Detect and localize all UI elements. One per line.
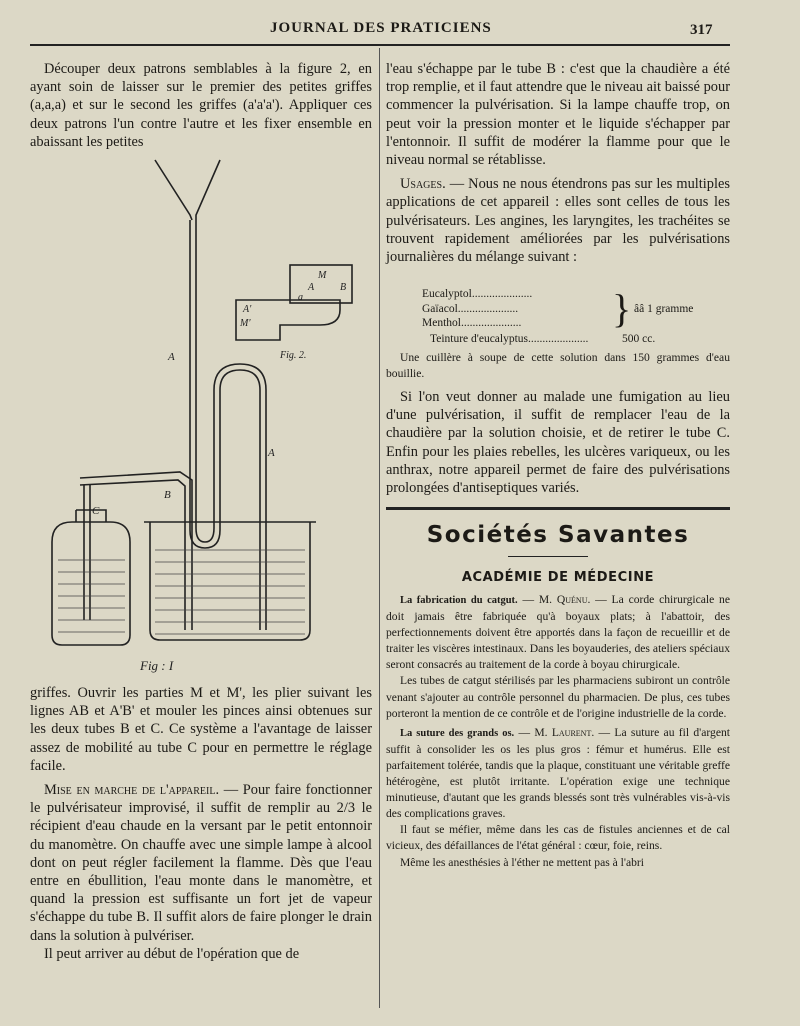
running-header-title: JOURNAL DES PRATICIENS [270, 20, 492, 36]
section-rule [386, 507, 730, 510]
manometer-tube [190, 220, 266, 630]
label-fig2: Fig. 2. [280, 350, 307, 361]
formula-note: Une cuillère à soupe de cette solution dans 150 grammes d'eau bouillie. [386, 351, 730, 381]
spray-apparatus-figure [40, 150, 370, 680]
formula-item-2: Gaïacol..................... [422, 302, 519, 315]
formula-dose: ââ 1 gramme [634, 303, 694, 315]
label-fig1: Fig : I [140, 658, 174, 673]
fumigation-block [386, 388, 730, 497]
left-intro [30, 60, 372, 151]
suture-heading: La suture des grands os. [400, 727, 515, 739]
tube-c [84, 485, 90, 620]
page-number: 317 [690, 22, 713, 38]
label-a-left: A [168, 351, 175, 363]
suture-paragraph-2: Il faut se méfier, même dans les cas de fistules anciennes et de cal vicieux, des défaillances de l'état général : cœur, foie, reins. [386, 823, 730, 853]
mise-en-marche-paragraph [30, 781, 372, 945]
label-a-prime: A' [243, 304, 252, 315]
mise-en-marche-text: — Pour faire fonctionner le pulvérisateur improvisé, il suffit de remplir au 2/3 le récipient d'eau chaude en la versant par le petit entonnoir du manomètre. On chauffe avec une simple lampe à alcool dont on peut régler facilement la flamme. Dès que l'eau entre en ébullition, l'eau monte dans le manomètre, et quand la pression est suffisante un fort jet de vapeur s'échappe du tube B. Il suffit alors de faire plonger le drain dans la solution à pulvériser. [30, 782, 372, 944]
usages-paragraph [386, 175, 730, 266]
prescription-formula [422, 288, 722, 348]
label-b: B [164, 489, 171, 501]
bottle [52, 510, 130, 645]
suture-author: Laurent [551, 725, 592, 739]
formula-note-block [386, 350, 730, 382]
formula-item-3: Menthol..................... [422, 317, 522, 329]
continuation-paragraph: l'eau s'échappe par le tube B : c'est que la chaudière a été trop remplie, et il faut attendre que le niveau ait baissé pour commencer la pulvérisation. Si la lampe chauffe trop, on peut voir la pression monter et le liquide s'échapper par l'entonnoir. Il suffit de modérer la flamme pour que le niveau normal se rétablisse. [386, 61, 730, 169]
catgut-author: Quénu [556, 593, 588, 606]
intro-paragraph: Découper deux patrons semblables à la figure 2, en ayant soin de laisser sur le premier des petites griffes (a,a,a) et sur le second les griffes (a'a'a'). Appliquer ces deux patrons l'un contre l'autre et les fixer ensemble en abaissant les petites [30, 61, 372, 150]
mise-en-marche-heading: Mise en marche de l'appareil. [44, 782, 220, 799]
fumigation-paragraph: Si l'on veut donner au malade une fumigation au lieu d'une pulvérisation, il suffit de remplacer l'eau de la chaudière par la solution choisie, et de retirer le tube C. Enfin pour les plaies rebelles, les ulcères variqueux, ou les anthrax, notre appareil permet de faire des pulvérisations prolongées d'antiseptiques variés. [386, 389, 730, 497]
section-title-underline [508, 556, 588, 557]
formula-brace: } [612, 286, 632, 331]
header-rule [30, 44, 730, 46]
left-last-line: Il peut arriver au début de l'opération que de [44, 945, 300, 962]
formula-item-1: Eucalyptol..................... [422, 288, 533, 300]
academy-reports [386, 592, 730, 871]
label-c: C [92, 505, 100, 517]
pattern-piece-ab [236, 300, 340, 340]
usages-heading: Usages. [400, 176, 446, 193]
right-last-line: Même les anesthésies à l'éther ne mettent pas à l'abri [400, 855, 645, 869]
suture-paragraph: La suture des grands os. — M. Laurent. — La suture au fil d'argent suffit à consolider les os les plus gros : fémur et humérus. Elle est parfaitement tolérée, tandis que la plaque, constituant une véritable greffe hétérogène, est plutôt irritante. L'opération exige une technique minutieuse, d'autant que les grands blessés sont très vulnérables vis-à-vis des complications graves. [386, 725, 731, 821]
label-a-small: A [308, 282, 315, 293]
right-body-top [386, 60, 730, 266]
label-m: M [318, 270, 327, 281]
academy-heading: ACADÉMIE DE MÉDECINE [461, 570, 655, 585]
catgut-paragraph: La fabrication du catgut. — M. Quénu. — La corde chirurgicale ne doit jamais être fabriquée qu'à boyaux plats; à l'abattoir, des perfectionnements doivent être apportés dans la façon de recueillir et de traiter les viscères intestinaux. Dans les boyauderies, des ateliers spéciaux seront consacrés au traitement de la corde à boyau chirurgicale. [386, 593, 730, 672]
formula-teinture-qty: 500 cc. [622, 333, 656, 345]
column-rule [379, 48, 380, 1008]
usages-text: — Nous ne nous étendrons pas sur les multiples applications de cet appareil : elles sont celles de tous les pulvérisateurs. Les angines, les laryngites, les trachéites se trouvent rapidement améliorées par les pulvérisations journalières du mélange suivant : [386, 176, 730, 266]
formula-item-4: Teinture d'eucalyptus..................... 500 cc. [430, 333, 656, 345]
catgut-heading: La fabrication du catgut. [400, 595, 518, 606]
catgut-paragraph-2: Les tubes de catgut stérilisés par les pharmaciens subiront un contrôle venant s'ajouter au contrôle personnel du pharmacien. De plus, ces tubes porteront la mention de ce contrôle et de l'origine industrielle de la corde. [386, 674, 730, 720]
section-title: Sociétés Savantes [426, 522, 690, 548]
label-b-small: B [340, 282, 347, 293]
funnel [155, 160, 220, 220]
griffes-paragraph: griffes. Ouvrir les parties M et M', les plier suivant les lignes AB et A'B' et mouler les pinces ainsi obtenues sur les deux tubes B et C. Ce système a l'avantage de laisser assez de mobilité au tube C pour en permettre le réglage facile. [30, 685, 372, 774]
label-a: a [298, 292, 303, 303]
suture-text: . — La suture au fil d'argent suffit à consolider les os les plus gros : fémur et humérus. Elle est parfaitement tolérée, tandis que la plaque, constituant une véritable greffe hétérogène, est plutôt irritante. L'opération exige une technique minutieuse, d'autant que les grands blessés sont très vulnérables vis-à-vis des complications graves. [386, 725, 731, 821]
label-a-right: A [268, 447, 275, 459]
water-hatching [58, 550, 305, 634]
tube-b [80, 472, 192, 630]
left-body [30, 684, 372, 963]
formula-group [422, 288, 722, 332]
label-m-prime: M' [240, 318, 251, 329]
catgut-text: . — La corde chirurgicale ne doit jamais être fabriquée qu'à boyaux plats; à l'abattoir, des perfectionnements doivent être apportés dans la façon de recueillir et de traiter les viscères intestinaux. Dans les boyauderies, des ateliers spéciaux seront consacrés au traitement de la corde à boyau chirurgicale. [386, 593, 730, 672]
